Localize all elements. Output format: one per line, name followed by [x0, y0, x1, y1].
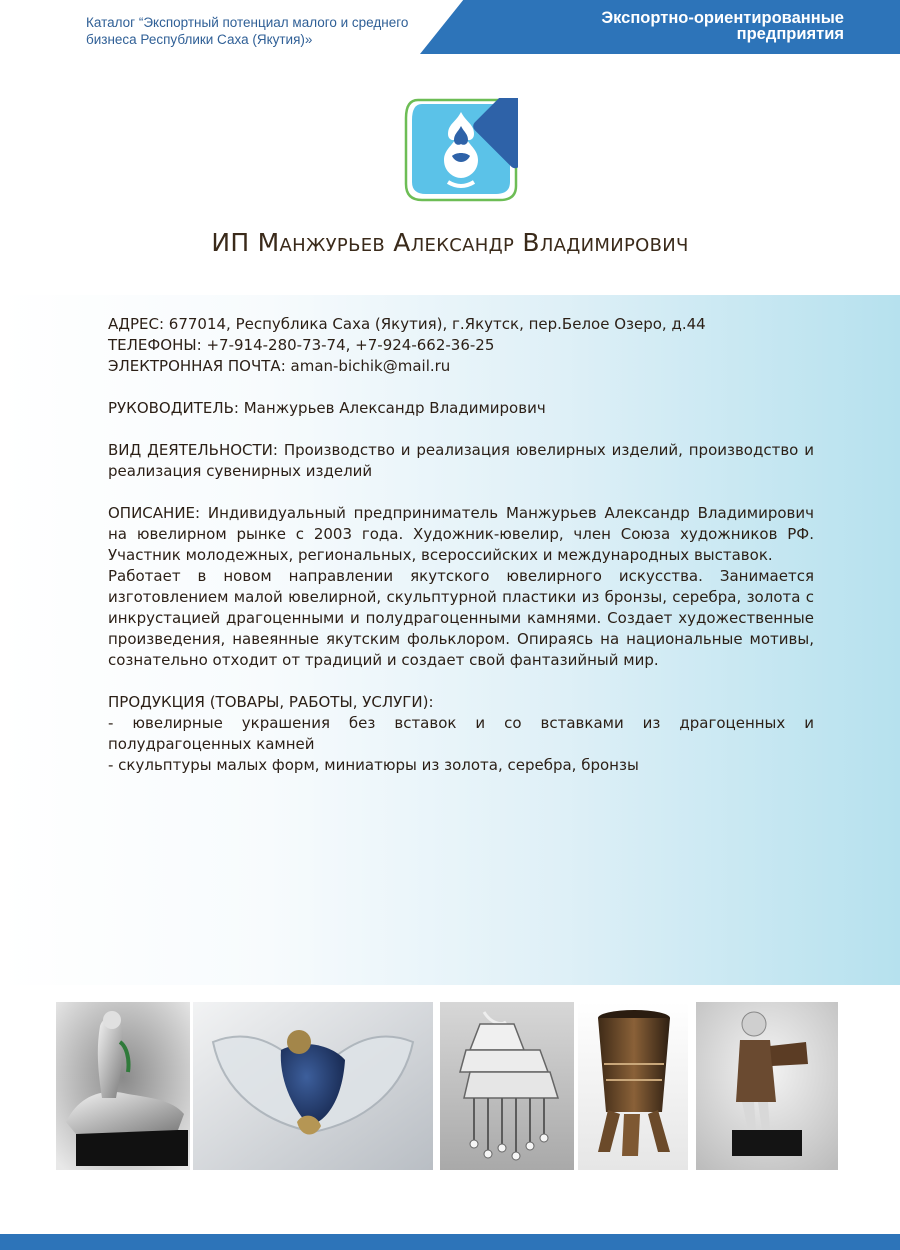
footer-blue-bar	[0, 1234, 900, 1250]
section-title-line2: предприятия	[736, 25, 844, 43]
product-photo-figurine	[696, 1002, 838, 1170]
product-photo-brooch-lapis	[193, 1002, 433, 1170]
company-title: ИП Манжурьев Александр Владимирович	[211, 228, 689, 257]
product-photo-strip	[0, 1002, 900, 1172]
description-paragraph-2: Работает в новом направлении якутского ювелирного искусства. Занимается изготовлением малой ювелирной, скульптурной пластики из бронзы, серебра, золота с инкрустацией драгоценными и полудрагоценными камнями. Создает художественные произведения, навеянные якутским фольклором. Опираясь на национальные мотивы, сознательно отходит от традиций и создает свой фантазийный мир.	[108, 567, 814, 669]
products-item-1: - ювелирные украшения без вставок и со вставками из драгоценных и полудрагоценных камней	[108, 714, 814, 753]
section-title-line1: Экспортно-ориентированные	[601, 9, 844, 27]
catalog-caption	[86, 14, 446, 48]
address-line: АДРЕС: 677014, Республика Саха (Якутия), г.Якутск, пер.Белое Озеро, д.44	[108, 315, 706, 333]
email-line: ЭЛЕКТРОННАЯ ПОЧТА: aman-bichik@mail.ru	[108, 357, 451, 375]
product-photo-silver-pendant	[440, 1002, 574, 1170]
section-title	[601, 10, 844, 42]
phones-line: ТЕЛЕФОНЫ: +7-914-280-73-74, +7-924-662-36-25	[108, 336, 495, 354]
catalog-caption-line1: Каталог “Экспортный потенциал малого и среднего	[86, 15, 409, 30]
products-heading: ПРОДУКЦИЯ (ТОВАРЫ, РАБОТЫ, УСЛУГИ):	[108, 693, 434, 711]
description-paragraph-1: ОПИСАНИЕ: Индивидуальный предприниматель Манжурьев Александр Владимирович на ювелирном рынке с 2003 года. Художник-ювелир, член Союза художников РФ. Участник молодежных, региональных, всероссийских и международных выставок.	[108, 504, 814, 564]
company-info	[108, 314, 814, 776]
product-photo-sculpture-figure	[56, 1002, 190, 1170]
manager-line: РУКОВОДИТЕЛЬ: Манжурьев Александр Владимирович	[108, 399, 546, 417]
activity-paragraph: ВИД ДЕЯТЕЛЬНОСТИ: Производство и реализация ювелирных изделий, производство и реализация сувенирных изделий	[108, 441, 814, 480]
catalog-caption-line2: бизнеса Республики Саха (Якутия)»	[86, 32, 313, 47]
product-photo-wooden-cup	[578, 1002, 688, 1170]
company-logo-icon	[404, 98, 518, 202]
products-item-2: - скульптуры малых форм, миниатюры из золота, серебра, бронзы	[108, 756, 639, 774]
